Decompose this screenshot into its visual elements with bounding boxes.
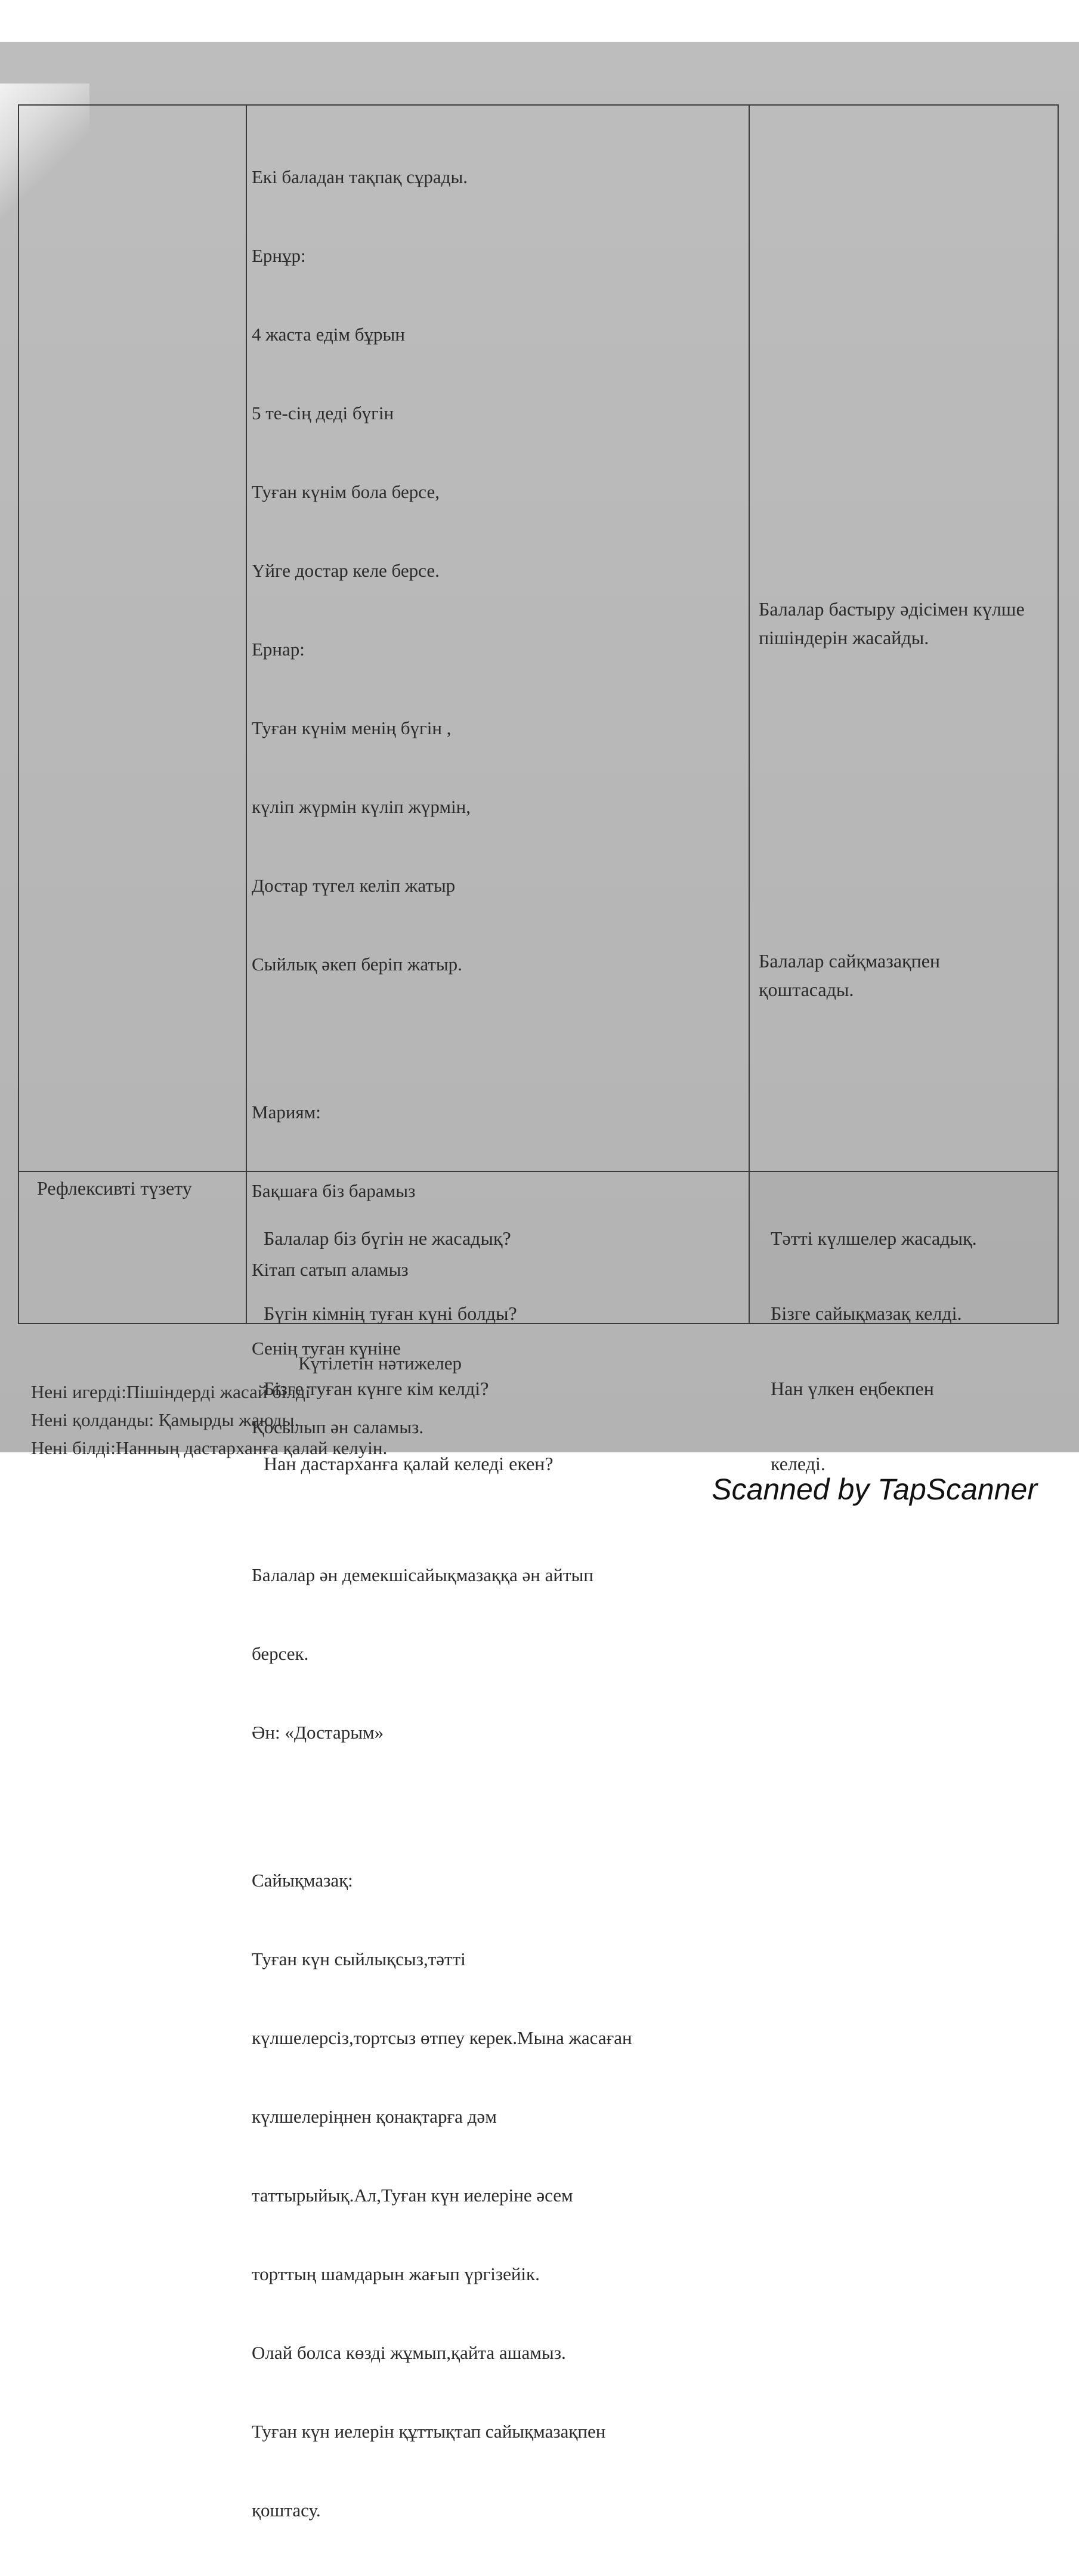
dialogue-line: Туған күнім бола берсе, — [252, 481, 440, 502]
dialogue-line: Кітап сатып аламыз — [252, 1259, 409, 1280]
question-line: Балалар біз бүгін не жасадық? — [264, 1227, 511, 1249]
answer-line: Бізге сайықмазақ келді. — [771, 1303, 962, 1324]
results-heading: Күтілетін нәтижелер — [298, 1353, 462, 1374]
dialogue-line: Олай болса көзді жұмып,қайта ашамыз. — [252, 2342, 566, 2363]
answer-line: Тәтті күлшелер жасадық. — [771, 1227, 977, 1249]
dialogue-line: Сыйлық әкеп беріп жатыр. — [252, 954, 462, 975]
stage-label: Рефлексивті түзету — [37, 1177, 192, 1199]
activity-note: Балалар сайқмазақпен қоштасады. — [759, 950, 945, 1000]
dialogue-line: Екі баладан тақпақ сұрады. — [252, 166, 468, 187]
result-line: Нені білді:Нанның дастарханға қалай келуін. — [31, 1437, 388, 1458]
results-list — [31, 1378, 747, 1462]
dialogue-line: Үйге достар келе берсе. — [252, 560, 440, 581]
question-line: Бүгін кімнің туған күні болды? — [264, 1303, 517, 1324]
activity-note: Балалар бастыру әдісімен күлше пішіндерін жасайды. — [759, 598, 1029, 648]
question-line: Нан дастарханға қалай келеді екен? — [264, 1453, 554, 1474]
dialogue-line: торттың шамдарын жағып үргізейік. — [252, 2263, 540, 2284]
spacer — [252, 1798, 741, 1815]
result-line: Нені игерді:Пішіндерді жасай білді — [31, 1381, 311, 1402]
column-divider — [246, 106, 247, 1323]
dialogue-line: Мариям: — [252, 1102, 321, 1122]
dialogue-line: таттырыйық.Ал,Туған күн иелеріне әсем — [252, 2185, 573, 2206]
scanner-watermark: Scanned by TapScanner — [712, 1473, 1037, 1506]
spacer — [252, 1030, 741, 1047]
dialogue-line: Туған күнім менің бүгін , — [252, 718, 452, 738]
dialogue-line: күлшелерсіз,тортсыз өтпеу керек.Мына жасаған — [252, 2027, 632, 2048]
dialogue-line: Балалар ән демекшісайықмазаққа ән айтып — [252, 1564, 593, 1585]
reflection-questions — [264, 1176, 741, 1526]
top-margin — [0, 0, 1079, 42]
dialogue-line: қоштасу. — [252, 2500, 321, 2521]
dialogue-line: Ернар: — [252, 639, 305, 660]
dialogue-line: Қосылып ән саламыз. — [252, 1417, 424, 1437]
dialogue-line: Туған күн иелерін құттықтап сайықмазақпен — [252, 2421, 606, 2442]
dialogue-line: берсек. — [252, 1643, 309, 1664]
column-divider — [749, 106, 750, 1323]
dialogue-line: Бақшаға біз барамыз — [252, 1180, 416, 1201]
answer-line: келеді. — [771, 1453, 826, 1474]
dialogue-line: күлшелеріңнен қонақтарға дәм — [252, 2106, 497, 2127]
dialogue-line: Сайықмазақ: — [252, 1870, 353, 1891]
answer-line: Нан үлкен еңбекпен — [771, 1378, 934, 1399]
dialogue-line: Сенің туған күніне — [252, 1338, 401, 1359]
dialogue-line: Ән: «Достарым» — [252, 1722, 384, 1743]
dialogue-line: Туған күн сыйлықсыз,тәтті — [252, 1949, 466, 1969]
question-line: Бізге туған күнге кім келді? — [264, 1378, 489, 1399]
dialogue-line: 4 жаста едім бұрын — [252, 324, 405, 345]
result-line: Нені қолданды: Қамырды жаюды. — [31, 1409, 299, 1430]
dialogue-line: 5 те-сің деді бүгін — [252, 403, 394, 423]
dialogue-line: күліп жүрмін күліп жүрмін, — [252, 796, 471, 817]
dialogue-line: Достар түгел келіп жатыр — [252, 875, 456, 896]
dialogue-line: Ернұр: — [252, 245, 306, 266]
